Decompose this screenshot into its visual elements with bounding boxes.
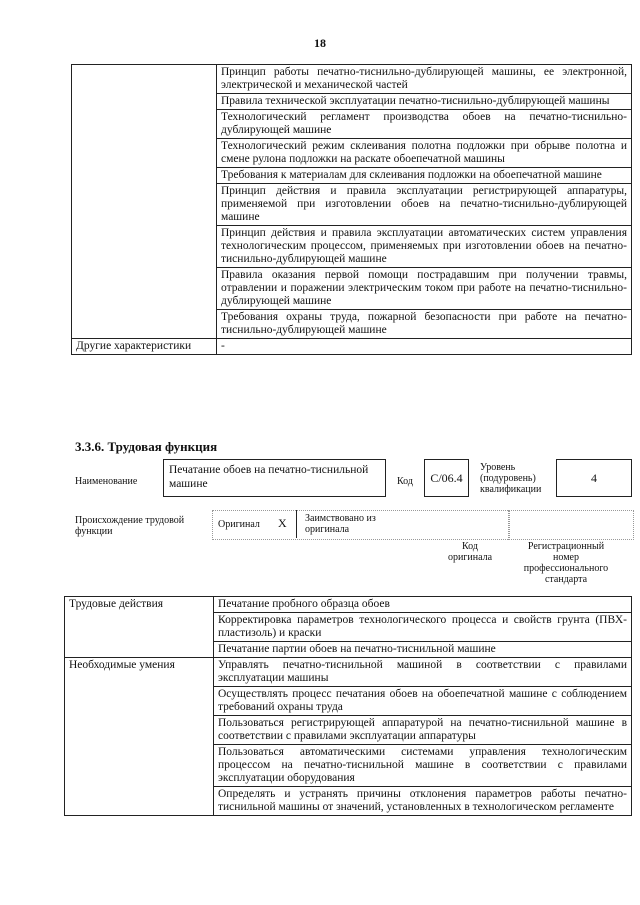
table-row: Технологический регламент производства обоев на печатно-тиснильно-дублирующей машине	[217, 110, 632, 139]
name-value: Печатание обоев на печатно-тиснильной машине	[169, 464, 369, 490]
original-mark: X	[278, 516, 287, 530]
knowledge-label-cell	[72, 65, 217, 339]
code-value: C/06.4	[430, 471, 463, 485]
table-row: Требования к материалам для склеивания подложки на обоепечатной машине	[217, 168, 632, 184]
other-characteristics-value: -	[217, 339, 632, 355]
skills-label: Необходимые умения	[65, 658, 214, 816]
table-row: Правила оказания первой помощи пострадавшим при получении травмы, отравлении и поражении электрическим током при работе на печатно-тиснильно-дублирующей машине	[217, 268, 632, 310]
table-row: Принцип действия и правила эксплуатации регистрирующей аппаратуры, применяемой при изготовлении обоев на печатно-тиснильно-дублирующей машине	[217, 184, 632, 226]
table-row: Принцип работы печатно-тиснильно-дублирующей машины, ее электронной, электрической и механической частей	[217, 65, 632, 94]
name-label: Наименование	[75, 476, 138, 487]
table-row: Корректировка параметров технологического процесса и свойств грунта (ПВХ-пластизоль) и краски	[214, 613, 632, 642]
code-original-label: Код оригинала	[447, 541, 493, 563]
level-value: 4	[591, 471, 597, 485]
knowledge-table	[71, 64, 632, 355]
table-row: Печатание пробного образца обоев	[214, 597, 632, 613]
table-row: Управлять печатно-тиснильной машиной в соответствии с правилами эксплуатации машины	[214, 658, 632, 687]
level-box	[556, 459, 632, 497]
reg-number-label: Регистрационный номер профессионального стандарта	[523, 541, 609, 585]
reg-number-box	[508, 510, 634, 540]
code-box	[424, 459, 469, 497]
table-row: Принцип действия и правила эксплуатации автоматических систем управления технологическим процессом, применяемых при изготовлении обоев на печатно-тиснильно-дублирующей машине	[217, 226, 632, 268]
table-row: Правила технической эксплуатации печатно-тиснильно-дублирующей машины	[217, 94, 632, 110]
origin-label: Происхождение трудовой функции	[75, 515, 185, 537]
name-box	[163, 459, 386, 497]
origin-divider	[296, 510, 297, 538]
section-title: 3.3.6. Трудовая функция	[75, 439, 218, 454]
other-characteristics-label: Другие характеристики	[72, 339, 217, 355]
table-row: Технологический режим склеивания полотна подложки при обрыве полотна и смене рулона подложки на раскате обоепечатной машины	[217, 139, 632, 168]
borrowed-label: Заимствовано из оригинала	[305, 513, 376, 535]
table-row: Осуществлять процесс печатания обоев на обоепечатной машине с соблюдением требований охраны труда	[214, 687, 632, 716]
table-row: Пользоваться регистрирующей аппаратурой на печатно-тиснильной машине в соответствии с правилами эксплуатации аппаратуры	[214, 716, 632, 745]
page-number: 18	[314, 36, 326, 50]
table-row: Требования охраны труда, пожарной безопасности при работе на печатно-тиснильно-дублирующей машине	[217, 310, 632, 339]
code-label: Код	[397, 476, 413, 487]
level-label: Уровень (подуровень) квалификации	[480, 462, 542, 495]
table-row: Определять и устранять причины отклонения параметров работы печатно-тиснильной машины от значений, установленных в технологическом регламенте	[214, 787, 632, 816]
labor-function-table	[64, 596, 632, 816]
table-row: Пользоваться автоматическими системами управления технологическим процессом на печатно-тиснильной машине в соответствии с правилами эксплуатации оборудования	[214, 745, 632, 787]
actions-label: Трудовые действия	[65, 597, 214, 658]
table-row: Печатание партии обоев на печатно-тиснильной машине	[214, 642, 632, 658]
original-label: Оригинал	[218, 519, 260, 530]
